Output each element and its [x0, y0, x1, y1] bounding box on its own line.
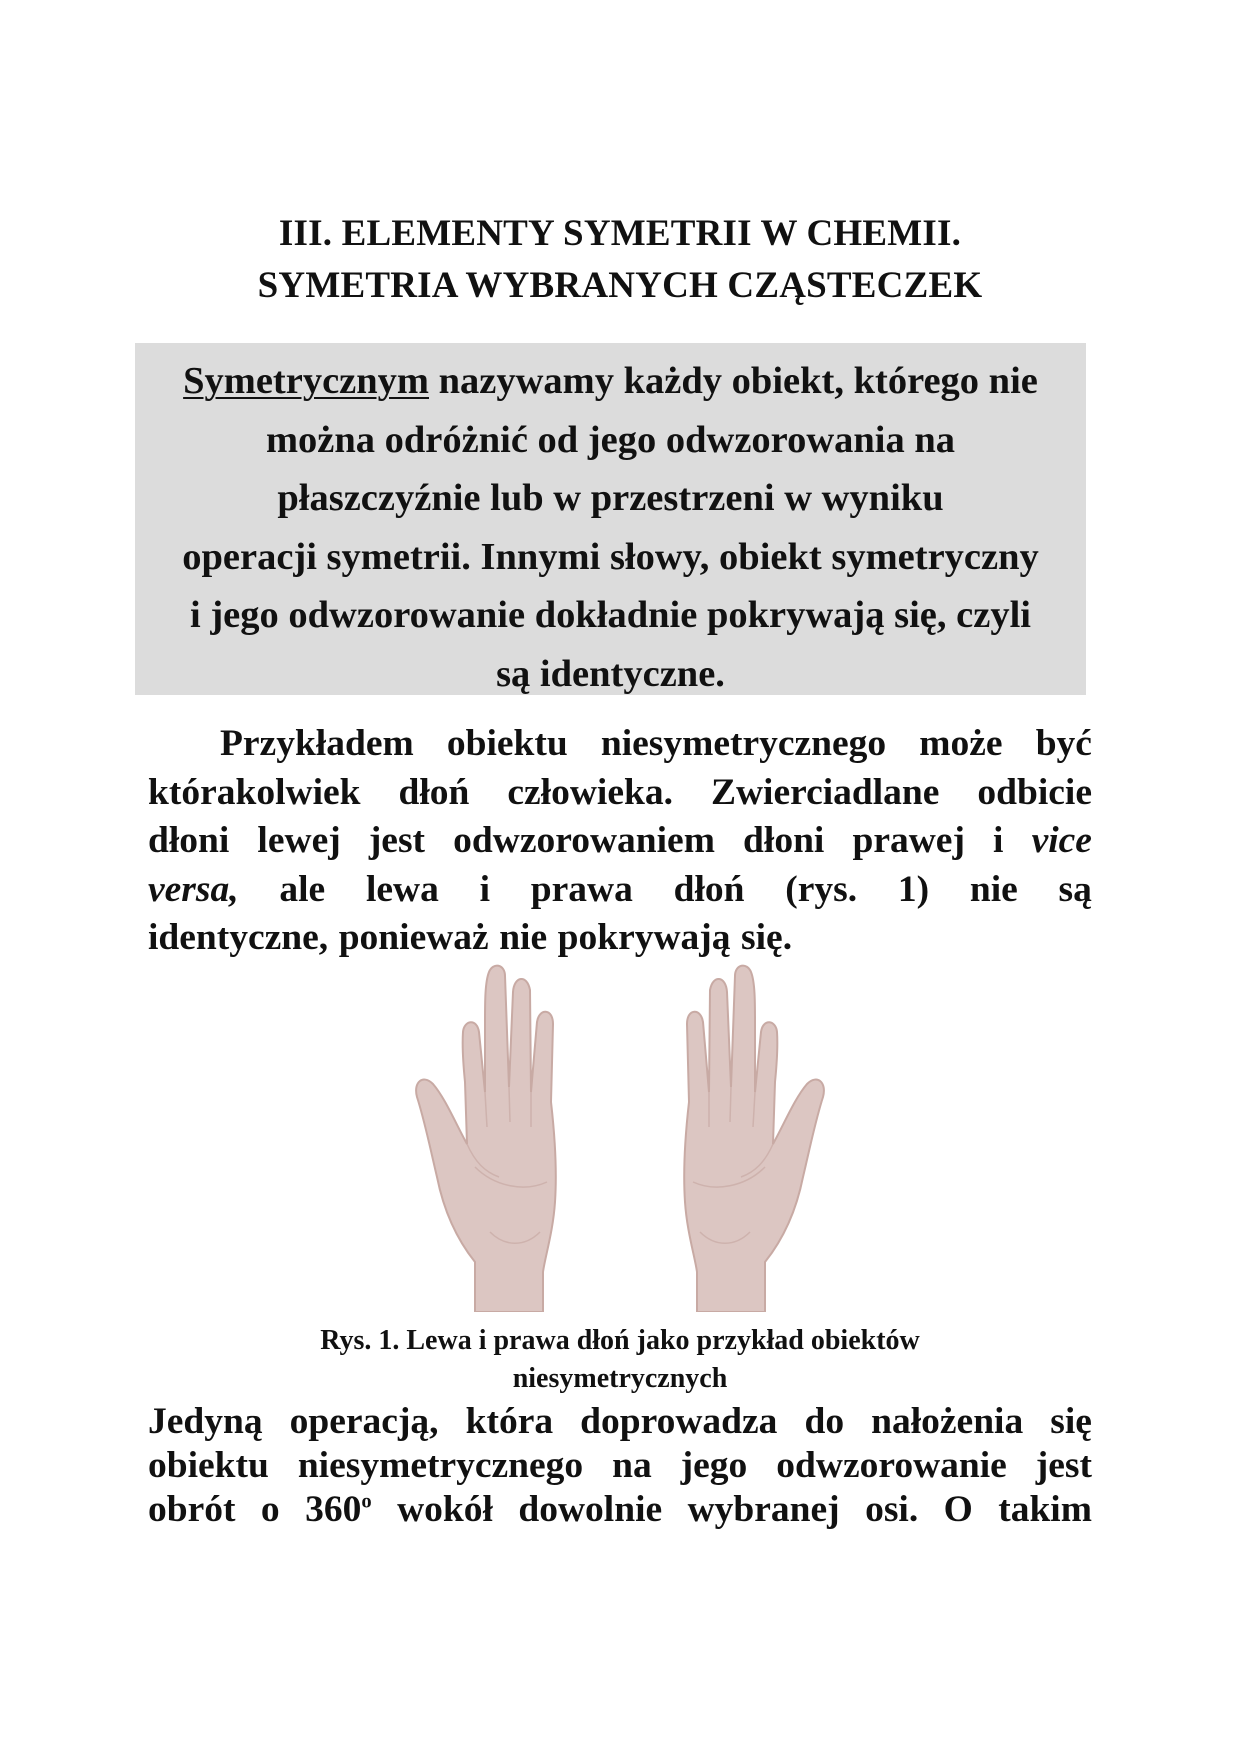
word: operacją,	[289, 1401, 439, 1442]
word: pokrywają	[557, 917, 731, 958]
word: może	[919, 723, 1003, 764]
word: która	[465, 1401, 554, 1442]
word: jego	[680, 1445, 748, 1486]
word: do	[804, 1401, 845, 1442]
word: wybranej	[687, 1489, 840, 1530]
word: lewa	[365, 868, 439, 910]
definition-text	[135, 352, 1086, 704]
caption-line-2: niesymetrycznych	[512, 1363, 728, 1394]
word: nałożenia	[871, 1401, 1024, 1442]
degree-sign: o	[361, 1490, 372, 1513]
heading-line-1: III. ELEMENTY SYMETRII W CHEMII.	[278, 213, 962, 254]
definition-line-5: i jego odwzorowanie dokładnie pokrywają się, czyli	[190, 594, 1031, 637]
word: dowolnie	[518, 1489, 663, 1530]
right-hand-palm-icon	[684, 966, 824, 1312]
paragraph-line	[148, 866, 1092, 915]
word: prawej	[852, 820, 965, 861]
paragraph-line	[148, 817, 1092, 866]
hands-illustration	[415, 962, 825, 1312]
word: nie	[499, 917, 548, 958]
word: ponieważ	[338, 917, 489, 958]
word: versa,	[148, 868, 239, 910]
word: jest	[368, 820, 426, 861]
word: być	[1035, 723, 1092, 764]
word: dłoni	[148, 820, 230, 861]
word: wokół	[397, 1489, 493, 1530]
paragraph-line	[148, 914, 1092, 963]
word: obiektu	[148, 1445, 269, 1486]
definition-line-1: Symetrycznym nazywamy każdy obiekt, którego nie	[183, 360, 1038, 402]
figure-caption	[0, 1322, 1240, 1398]
word: odwzorowaniem	[453, 820, 715, 861]
word: Jedyną	[148, 1401, 263, 1442]
left-hand-palm-icon	[416, 966, 556, 1312]
word: dłoni	[743, 820, 825, 861]
word: obrót	[148, 1489, 236, 1530]
word: Zwierciadlane	[710, 771, 940, 813]
word: jest	[1035, 1445, 1092, 1486]
word: osi.	[865, 1489, 919, 1530]
word: takim	[998, 1489, 1092, 1530]
word: i	[479, 868, 491, 910]
word: vice	[1031, 820, 1092, 861]
word: człowieka.	[507, 771, 673, 813]
word: niesymetrycznego	[600, 723, 887, 764]
word: dłoń	[673, 868, 745, 910]
word: są	[1058, 868, 1092, 910]
word: odbicie	[977, 771, 1092, 813]
word: którakolwiek	[148, 771, 361, 813]
word: identyczne,	[148, 917, 329, 958]
word: doprowadza	[580, 1401, 778, 1442]
heading-line-2: SYMETRIA WYBRANYCH CZĄSTECZEK	[257, 265, 983, 306]
paragraph-line	[148, 1400, 1092, 1444]
word: się.	[741, 917, 793, 958]
word: (rys.	[785, 868, 858, 910]
angle-value: 360$^o$	[305, 1489, 372, 1530]
word: się	[1050, 1401, 1092, 1442]
paragraph-line	[148, 1444, 1092, 1488]
word: 1)	[897, 868, 930, 910]
word: O	[943, 1489, 973, 1530]
word: prawa	[530, 868, 633, 910]
paragraph-line-with-degree	[148, 1488, 1092, 1532]
definition-line-3: płaszczyźnie lub w przestrzeni w wyniku	[277, 477, 944, 520]
word: obiektu	[446, 723, 568, 764]
word: dłoń	[398, 771, 470, 813]
paragraph-hands-example	[148, 720, 1092, 963]
paragraph-rotation	[148, 1400, 1092, 1532]
definition-line-2: można odróżnić od jego odwzorowania na	[265, 418, 956, 461]
word: na	[612, 1445, 652, 1486]
word: odwzorowanie	[776, 1445, 1007, 1486]
hands-figure	[415, 962, 825, 1312]
word: nie	[969, 868, 1018, 910]
word: o	[260, 1489, 280, 1530]
definition-line-4: operacji symetrii. Innymi słowy, obiekt symetryczny	[182, 535, 1039, 578]
defined-term: Symetrycznym	[183, 360, 429, 402]
word: ale	[279, 868, 326, 910]
word: i	[993, 820, 1004, 861]
paragraph-line	[148, 769, 1092, 818]
word: niesymetrycznego	[297, 1445, 584, 1486]
paragraph-line	[148, 720, 1092, 769]
word: Przykładem	[220, 723, 414, 764]
word: lewej	[257, 820, 341, 861]
definition-line-6: są identyczne.	[496, 652, 725, 695]
caption-line-1: Rys. 1. Lewa i prawa dłoń jako przykład obiektów	[320, 1325, 920, 1356]
section-heading	[0, 208, 1240, 312]
